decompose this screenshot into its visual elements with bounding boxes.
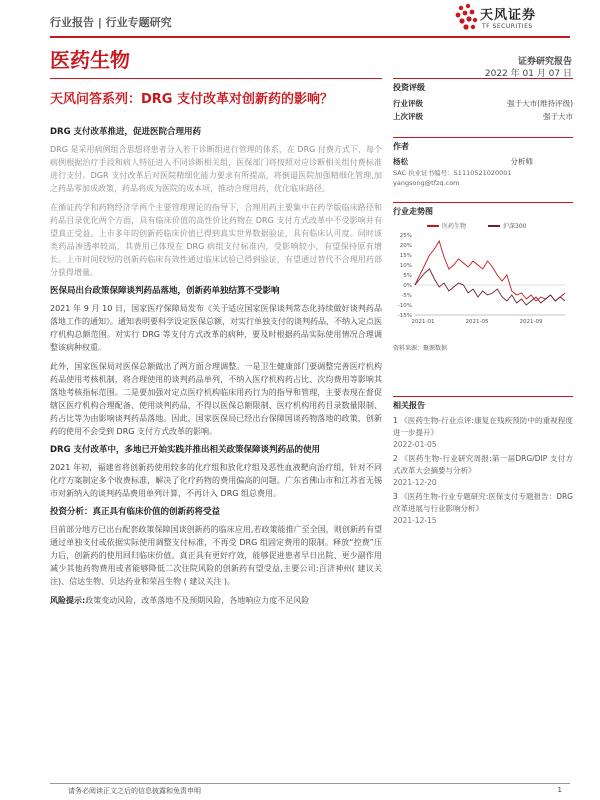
series-line bbox=[415, 241, 565, 301]
header-divider bbox=[50, 36, 570, 38]
related-date: 2022-01-05 bbox=[393, 440, 437, 449]
logo-text: 天风证券 bbox=[480, 8, 537, 23]
paragraph: 此外，国家医保局对医保总额做出了两方面合理调整。一是卫生健康部门要调整完善医疗机构药品使用考核机制，将合理使用的谈判药品单列，不纳入医疗机构药占比、次均费用等影响其落地考核指标范围。二是要加强对定点医疗机构临床用药行为的指导和管理，主要表现在督促辖区医疗机构合理配备、使用谈判药品，不得以医保总额限制、医疗机构用药目录数量限制、药占比等为由影响谈判药品落地。因此，国家医保局已经出台保障国谈药物落地的政策，创新药的使用不会受到 DRG 支付方式改革的影响。 bbox=[50, 362, 382, 436]
y-tick-label: -5% bbox=[401, 293, 412, 299]
author-sac: SAC 执业证书编号：S1110521020001 bbox=[393, 169, 512, 177]
chart-legend bbox=[427, 221, 573, 230]
company-logo bbox=[452, 2, 572, 36]
x-tick-label: 2021-01 bbox=[411, 319, 435, 325]
section-heading: DRG 支付改革推进，促进医院合理用药 bbox=[50, 127, 202, 137]
related-title: 2 《医药生物-行业研究周报:第一届DRG/DIP 支付方式改革大会摘要与分析》 bbox=[393, 454, 573, 475]
related-date: 2021-12-15 bbox=[393, 516, 437, 525]
main-content bbox=[50, 122, 382, 613]
title-divider bbox=[50, 78, 382, 79]
series-line bbox=[415, 269, 565, 305]
legend-swatch bbox=[488, 225, 500, 227]
author-email[interactable]: yangsong@tfzq.com bbox=[393, 179, 460, 187]
y-tick-label: -15% bbox=[397, 313, 412, 319]
x-tick-label: 2021-05 bbox=[465, 319, 489, 325]
author-heading: 作者 bbox=[393, 137, 573, 152]
y-tick-label: 10% bbox=[399, 263, 412, 269]
y-tick-label: 15% bbox=[399, 253, 412, 259]
author-role: 分析师 bbox=[510, 157, 533, 166]
related-report[interactable] bbox=[393, 491, 573, 527]
y-tick-label: -10% bbox=[397, 303, 412, 309]
y-tick-label: 0% bbox=[403, 283, 412, 289]
related-heading: 相关报告 bbox=[393, 396, 573, 411]
footer-disclaimer: 请务必阅读正文之后的信息披露和免责申明 bbox=[68, 787, 201, 795]
legend-label: 医药生物 bbox=[442, 223, 467, 230]
section-heading: 医保局出台政策保障谈判药品落地，创新药单独结算不受影响 bbox=[50, 286, 280, 296]
paragraph: DRG 是采用病例组合思想将患者分入若干诊断组进行管理的体系，在 DRG 付费方式下，每个病例根据治疗手段和病人特征进入不同诊断相关组，医保部门将按照对应诊断相关组付费标准进行支付。DGR 支付改革后对医院精细化能力要求有所提高，将倒逼医院加强精细化管理,加之药品零加成政策，药品将成为医院的成本项，推动合理用药，优化临床路径。 bbox=[50, 145, 382, 193]
report-title: 天风问答系列：DRG 支付改革对创新药的影响？ bbox=[50, 92, 333, 107]
footer-divider bbox=[50, 783, 570, 784]
paragraph: 目前部分地方已出台配套政策保障国谈创新药的临床应用,若政策能推广至全国，则创新药有望通过单独支付或依据实际使用调整支付标准，不再受 DRG 组固定费用的限制。释放“控费”压力后，创新药的使用回归临床价值。真正具有更好疗效，能够促进患者早日出院、更少副作用减少其他药物费用或者能够降低二次住院风险的创新药有望受益,主要公司:百济神州( 建议关注)、信达生物、贝达药业和荣昌生物 ( 建议关注 )。 bbox=[50, 525, 382, 586]
rating-row bbox=[393, 97, 573, 110]
logo-mark-icon bbox=[452, 2, 480, 34]
author-name: 杨松 bbox=[393, 157, 408, 166]
paragraph: 2021 年初，福建省将创新药使用较多的化疗组和放化疗组及恶性血液靶向治疗组，针对不同化疗方案制定多个收费标准，解决了化疗药物的费用偏高的问题。广东省佛山市和江苏省无锡市对新纳入的谈判药品费用单列计算，不再计入 DRG 组总费用。 bbox=[50, 463, 382, 498]
rating-key: 行业评级 bbox=[393, 99, 423, 108]
risk-warning bbox=[50, 594, 382, 607]
x-tick-label: 2021-09 bbox=[519, 319, 543, 325]
legend-swatch bbox=[427, 225, 439, 227]
section-heading: 投资分析：真正具有临床价值的创新药将受益 bbox=[50, 507, 221, 517]
risk-text: 政策变动风险，改革落地不及预期风险，各地响应力度不足风险 bbox=[85, 596, 310, 605]
paragraph: 2021 年 9 月 10 日，国家医疗保障局发布《关于适应国家医保谈判常态化持续做好谈判药品落地工作的通知》。通知表明要科学设定医保总额，对实行单独支付的谈判药品，不纳入定点医疗机构总额范围。对实行 DRG 等支付方式改革的病种，要及时根据药品实际使用情况合理调整该病种权重。 bbox=[50, 304, 382, 352]
industry-title: 医药生物 bbox=[50, 48, 130, 72]
rating-value: 强于大市(维持评级) bbox=[507, 99, 573, 108]
rating-key: 上次评级 bbox=[393, 112, 423, 121]
related-title: 3 《医药生物-行业专题研究:医保支付专题报告：DRG 改革进展与行业影响分析》 bbox=[393, 492, 573, 513]
y-tick-label: 5% bbox=[403, 273, 412, 279]
legend-label: 沪深300 bbox=[503, 223, 527, 230]
risk-label: 风险提示: bbox=[50, 596, 86, 605]
related-date: 2021-12-20 bbox=[393, 478, 437, 487]
legend-item bbox=[488, 221, 526, 230]
related-report[interactable] bbox=[393, 453, 573, 489]
y-tick-label: 25% bbox=[399, 233, 412, 239]
trend-heading: 行业走势图 bbox=[393, 202, 573, 217]
page-number: 1 bbox=[557, 786, 562, 794]
related-report[interactable] bbox=[393, 415, 573, 451]
trend-chart-svg bbox=[393, 231, 573, 331]
logo-subtext: TF SECURITIES bbox=[482, 23, 533, 30]
sidebar bbox=[393, 78, 573, 529]
rating-heading: 投资评级 bbox=[393, 78, 573, 93]
author-row bbox=[393, 156, 573, 168]
rating-row bbox=[393, 110, 573, 123]
report-category: 行业报告 | 行业专题研究 bbox=[50, 16, 172, 29]
rating-value: 强于大市 bbox=[543, 112, 573, 121]
legend-item bbox=[427, 221, 466, 230]
paragraph: 在循证药学和药物经济学两个主要管理理论的指导下，合理用药主要集中在药学版临床路径和药品目录优化两个方面，具有临床价值的高性价比药物在 DRG 支付方式改革中不受影响并有望真正受益。上市多年的创新药临床价值已得到真实世界数据验证，具有临床认可度。同时该类药品渗透率较高，其费用已体现在 DRG 病组支付标准内，受影响较小，有望保持原有增长。上市时间较短的创新药临床有效性通过临床试验已得到验证，有望通过替代不合理用药部分获得增量。 bbox=[50, 203, 382, 277]
trend-chart bbox=[393, 221, 573, 333]
report-date: 2022 年 01 月 07 日 bbox=[484, 69, 572, 79]
section-heading: DRG 支付改革中，多地已开始实践并推出相关政策保障谈判药品的使用 bbox=[50, 445, 321, 455]
related-title: 1 《医药生物-行业点评:康复在残疾预防中的重视程度进一步提升》 bbox=[393, 416, 573, 437]
report-type: 证券研究报告 bbox=[517, 57, 572, 67]
chart-source: 资料来源：聚源数据 bbox=[393, 345, 448, 352]
y-tick-label: 20% bbox=[399, 243, 412, 249]
